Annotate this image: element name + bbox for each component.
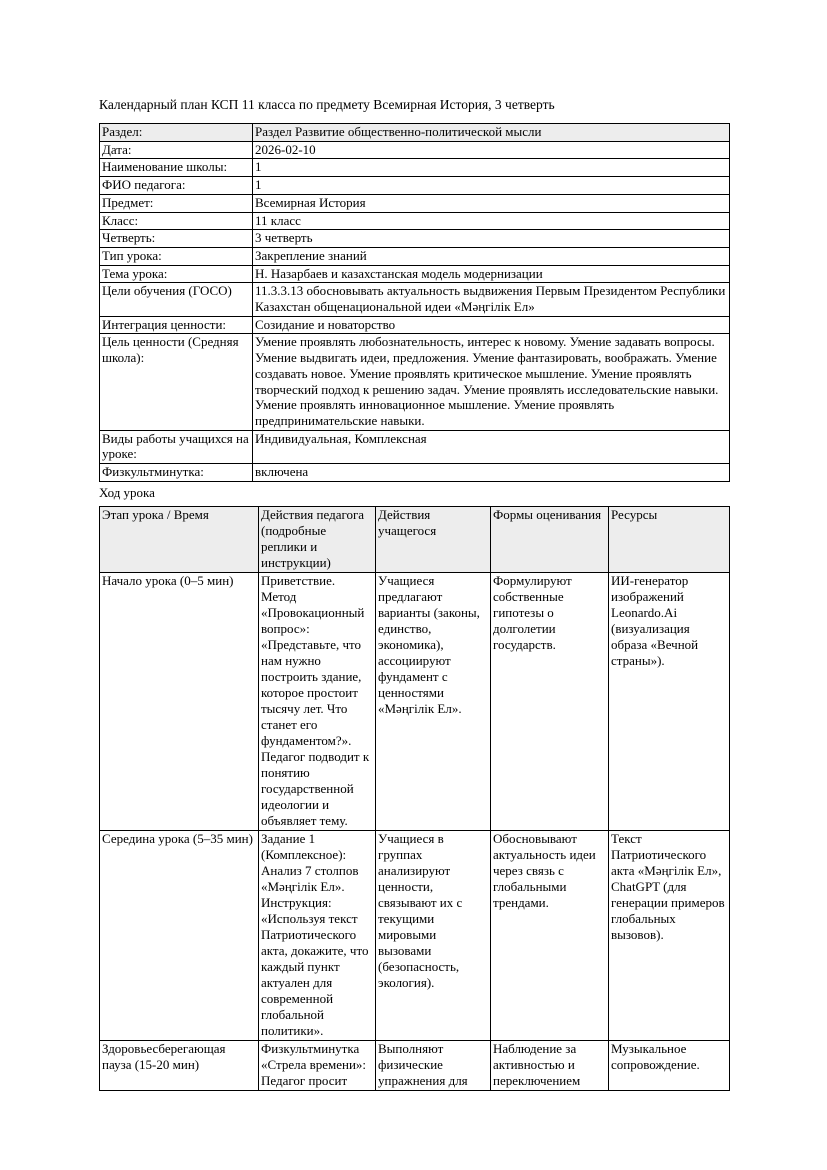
info-label: Тема урока: bbox=[100, 265, 253, 283]
table-row bbox=[100, 1040, 730, 1090]
info-value: 11.3.3.13 обосновывать актуальность выдвижения Первым Президентом Республики Казахстан общенациональной идеи «Мәңгілік Ел» bbox=[253, 283, 730, 316]
info-value: 1 bbox=[253, 159, 730, 177]
info-value: включена bbox=[253, 464, 730, 482]
info-label: Физкультминутка: bbox=[100, 464, 253, 482]
table-row bbox=[100, 141, 730, 159]
table-row bbox=[100, 316, 730, 334]
info-label: Цели обучения (ГОСО) bbox=[100, 283, 253, 316]
table-row bbox=[100, 283, 730, 316]
page-title: Календарный план КСП 11 класса по предмету Всемирная История, 3 четверть bbox=[99, 97, 555, 112]
info-label: Раздел: bbox=[100, 124, 253, 142]
table-row bbox=[100, 124, 730, 142]
column-header-stage: Этап урока / Время bbox=[100, 506, 259, 572]
info-label: Четверть: bbox=[100, 230, 253, 248]
info-value: Закрепление знаний bbox=[253, 247, 730, 265]
info-label: Дата: bbox=[100, 141, 253, 159]
resources-cell: Текст Патриотического акта «Мәңгілік Ел», ChatGPT (для генерации примеров глобальных вызовов). bbox=[609, 830, 730, 1040]
student-actions-cell: Учащиеся предлагают варианты (законы, единство, экономика), ассоциируют фундамент с ценностями «Мәңгілік Ел». bbox=[376, 572, 491, 830]
stage-cell: Здоровьесберегающая пауза (15-20 мин) bbox=[100, 1040, 259, 1090]
resources-cell: ИИ-генератор изображений Leonardo.Ai (визуализация образа «Вечной страны»). bbox=[609, 572, 730, 830]
table-row bbox=[100, 334, 730, 430]
table-row bbox=[100, 247, 730, 265]
assessment-cell: Формулируют собственные гипотезы о долголетии государств. bbox=[491, 572, 609, 830]
column-header-assessment: Формы оценивания bbox=[491, 506, 609, 572]
resources-cell: Музыкальное сопровождение. bbox=[609, 1040, 730, 1090]
stage-cell: Начало урока (0–5 мин) bbox=[100, 572, 259, 830]
teacher-actions-cell: Физкультминутка «Стрела времени»: Педагог просит bbox=[259, 1040, 376, 1090]
table-row bbox=[100, 830, 730, 1040]
column-header-resources: Ресурсы bbox=[609, 506, 730, 572]
student-actions-cell: Выполняют физические упражнения для bbox=[376, 1040, 491, 1090]
table-row bbox=[100, 430, 730, 463]
teacher-actions-cell: Приветствие. Метод «Провокационный вопрос»: «Представьте, что нам нужно построить здание, которое простоит тысячу лет. Что станет его фундаментом?». Педагог подводит к понятию государственной идеологии и объявляет тему. bbox=[259, 572, 376, 830]
info-value: Индивидуальная, Комплексная bbox=[253, 430, 730, 463]
info-label: Цель ценности (Средняя школа): bbox=[100, 334, 253, 430]
info-label: ФИО педагога: bbox=[100, 177, 253, 195]
teacher-actions-cell: Задание 1 (Комплексное): Анализ 7 столпов «Мәңгілік Ел». Инструкция: «Используя текст Патриотического акта, докажите, что каждый пункт актуален для современной глобальной политики». bbox=[259, 830, 376, 1040]
info-label: Наименование школы: bbox=[100, 159, 253, 177]
info-value: Созидание и новаторство bbox=[253, 316, 730, 334]
info-value: 2026-02-10 bbox=[253, 141, 730, 159]
student-actions-cell: Учащиеся в группах анализируют ценности, связывают их с текущими мировыми вызовами (безопасность, экология). bbox=[376, 830, 491, 1040]
info-value: 3 четверть bbox=[253, 230, 730, 248]
info-value: Н. Назарбаев и казахстанская модель модернизации bbox=[253, 265, 730, 283]
table-row bbox=[100, 177, 730, 195]
lesson-plan-table bbox=[99, 506, 730, 1091]
document-page bbox=[99, 97, 729, 1091]
info-label: Предмет: bbox=[100, 194, 253, 212]
info-value: 11 класс bbox=[253, 212, 730, 230]
table-row bbox=[100, 572, 730, 830]
assessment-cell: Наблюдение за активностью и переключением bbox=[491, 1040, 609, 1090]
table-row bbox=[100, 194, 730, 212]
table-row bbox=[100, 464, 730, 482]
stage-cell: Середина урока (5–35 мин) bbox=[100, 830, 259, 1040]
info-value: Умение проявлять любознательность, интерес к новому. Умение задавать вопросы. Умение выдвигать идеи, предложения. Умение фантазировать, воображать. Умение создавать новое. Умение проявлять критическое мышление. Умение проявлять творческий подход к решению задач. Умение проявлять исследовательские навыки. Умение проявлять инновационное мышление. Умение проявлять предпринимательские навыки. bbox=[253, 334, 730, 430]
table-header-row bbox=[100, 506, 730, 572]
table-row bbox=[100, 159, 730, 177]
info-value: 1 bbox=[253, 177, 730, 195]
lesson-course-label: Ход урока bbox=[99, 484, 155, 500]
table-row bbox=[100, 230, 730, 248]
lesson-info-table bbox=[99, 123, 730, 482]
info-label: Класс: bbox=[100, 212, 253, 230]
info-value: Раздел Развитие общественно-политической мысли bbox=[253, 124, 730, 142]
info-label: Виды работы учащихся на уроке: bbox=[100, 430, 253, 463]
assessment-cell: Обосновывают актуальность идеи через связь с глобальными трендами. bbox=[491, 830, 609, 1040]
column-header-student-actions: Действия учащегося bbox=[376, 506, 491, 572]
column-header-teacher-actions: Действия педагога (подробные реплики и инструкции) bbox=[259, 506, 376, 572]
info-value: Всемирная История bbox=[253, 194, 730, 212]
info-label: Тип урока: bbox=[100, 247, 253, 265]
info-label: Интеграция ценности: bbox=[100, 316, 253, 334]
table-row bbox=[100, 212, 730, 230]
table-row bbox=[100, 265, 730, 283]
